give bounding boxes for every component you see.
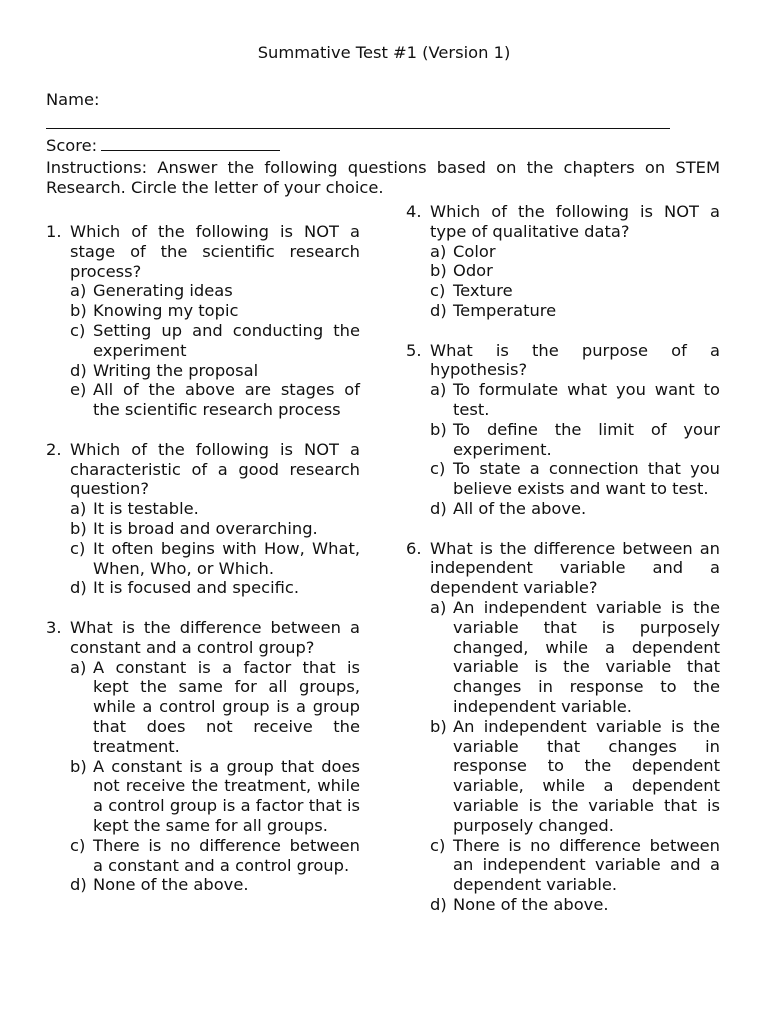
option-letter: b) — [430, 716, 447, 736]
option-letter: d) — [70, 875, 87, 895]
option-a[interactable] — [430, 598, 720, 717]
option-c[interactable] — [430, 281, 720, 301]
name-label: Name: — [46, 90, 100, 109]
option-text: Odor — [453, 261, 493, 281]
option-b[interactable] — [430, 420, 720, 460]
option-text: There is no difference between an independent variable and a dependent variable. — [453, 835, 720, 895]
option-a[interactable] — [70, 658, 360, 757]
name-blank-line — [46, 128, 670, 129]
question-4 — [406, 202, 720, 321]
score-blank-line — [101, 136, 280, 151]
option-letter: b) — [430, 419, 447, 439]
question-number: 5. — [406, 340, 422, 360]
question-1 — [46, 222, 360, 420]
question-number: 4. — [406, 202, 422, 221]
option-letter: d) — [430, 300, 447, 320]
option-c[interactable] — [70, 321, 360, 361]
option-c[interactable] — [70, 539, 360, 579]
option-letter: c) — [70, 538, 86, 558]
right-column — [406, 202, 720, 915]
option-text: To formulate what you want to test. — [453, 380, 720, 419]
score-row — [46, 136, 280, 156]
question-number: 3. — [46, 617, 62, 637]
question-text: Which of the following is NOT a type of qualitative data? — [430, 202, 720, 241]
option-letter: c) — [430, 835, 446, 855]
question-text: What is the difference between an independent variable and a dependent variable? — [430, 538, 720, 598]
option-d[interactable] — [430, 499, 720, 519]
option-c[interactable] — [430, 459, 720, 499]
option-text: It is testable. — [93, 499, 199, 519]
option-text: To state a connection that you believe exists and want to test. — [453, 459, 720, 499]
option-letter: e) — [70, 380, 87, 400]
option-d[interactable] — [430, 895, 720, 915]
option-letter: b) — [70, 756, 87, 776]
option-b[interactable] — [430, 717, 720, 836]
option-text: It is broad and overarching. — [93, 518, 318, 538]
option-e[interactable] — [70, 380, 360, 420]
option-letter: a) — [70, 281, 87, 301]
option-text: Temperature — [453, 300, 557, 320]
option-d[interactable] — [70, 578, 360, 598]
option-letter: d) — [70, 360, 87, 380]
question-6 — [406, 539, 720, 915]
option-text: Generating ideas — [93, 281, 233, 301]
option-text: None of the above. — [93, 875, 249, 895]
option-text: None of the above. — [453, 894, 609, 914]
option-a[interactable] — [430, 380, 720, 420]
option-b[interactable] — [70, 519, 360, 539]
page-title: Summative Test #1 (Version 1) — [257, 43, 511, 62]
question-number: 6. — [406, 538, 422, 558]
instructions: Instructions: Answer the following questions based on the chapters on STEM Research. Circle the letter of your choice. — [46, 158, 720, 197]
option-text: Texture — [453, 281, 513, 301]
option-letter: a) — [70, 657, 87, 677]
option-text: All of the above are stages of the scientific research process — [93, 380, 360, 420]
question-3 — [46, 618, 360, 895]
option-a[interactable] — [430, 242, 720, 262]
score-label: Score: — [46, 136, 98, 155]
option-text: An independent variable is the variable that changes in response to the dependent variable, while a dependent variable is the variable that is purposely changed. — [453, 716, 720, 835]
option-letter: b) — [70, 518, 87, 538]
left-column — [46, 222, 360, 895]
question-number: 1. — [46, 222, 62, 241]
option-b[interactable] — [70, 757, 360, 836]
option-letter: c) — [70, 835, 86, 855]
option-letter: d) — [430, 894, 447, 914]
option-text: It often begins with How, What, When, Who, or Which. — [93, 538, 360, 578]
option-d[interactable] — [430, 301, 720, 321]
option-letter: a) — [430, 380, 447, 400]
question-2 — [46, 440, 360, 598]
option-letter: d) — [70, 578, 87, 598]
option-letter: d) — [430, 498, 447, 518]
option-text: All of the above. — [453, 498, 587, 518]
option-c[interactable] — [70, 836, 360, 876]
option-text: A constant is a factor that is kept the same for all groups, while a control group is a group that does not receive the treatment. — [93, 657, 360, 756]
option-text: It is focused and specific. — [93, 578, 300, 598]
option-b[interactable] — [430, 261, 720, 281]
option-letter: b) — [430, 261, 447, 281]
option-b[interactable] — [70, 301, 360, 321]
question-text: Which of the following is NOT a characteristic of a good research question? — [70, 439, 360, 499]
question-text: What is the difference between a constant and a control group? — [70, 617, 360, 657]
option-d[interactable] — [70, 875, 360, 895]
option-letter: c) — [430, 459, 446, 479]
option-d[interactable] — [70, 361, 360, 381]
question-text: Which of the following is NOT a stage of the scientific research process? — [70, 222, 360, 281]
option-text: Setting up and conducting the experiment — [93, 320, 360, 360]
question-text: What is the purpose of a hypothesis? — [430, 340, 720, 380]
option-text: An independent variable is the variable that is purposely changed, while a dependent variable is the variable that changes in response to the independent variable. — [453, 597, 720, 716]
option-letter: b) — [70, 301, 87, 321]
option-text: A constant is a group that does not receive the treatment, while a control group is a factor that is kept the same for all groups. — [93, 756, 360, 835]
option-a[interactable] — [70, 281, 360, 301]
option-text: There is no difference between a constant and a control group. — [93, 835, 360, 875]
option-text: To define the limit of your experiment. — [453, 419, 720, 459]
option-text: Color — [453, 241, 496, 261]
option-letter: a) — [70, 499, 87, 519]
option-c[interactable] — [430, 836, 720, 895]
option-a[interactable] — [70, 499, 360, 519]
option-text: Writing the proposal — [93, 360, 259, 380]
option-letter: c) — [430, 281, 446, 301]
option-text: Knowing my topic — [93, 301, 239, 321]
option-letter: c) — [70, 320, 86, 340]
question-5 — [406, 341, 720, 519]
option-letter: a) — [430, 241, 447, 261]
option-letter: a) — [430, 597, 447, 617]
question-number: 2. — [46, 439, 62, 459]
